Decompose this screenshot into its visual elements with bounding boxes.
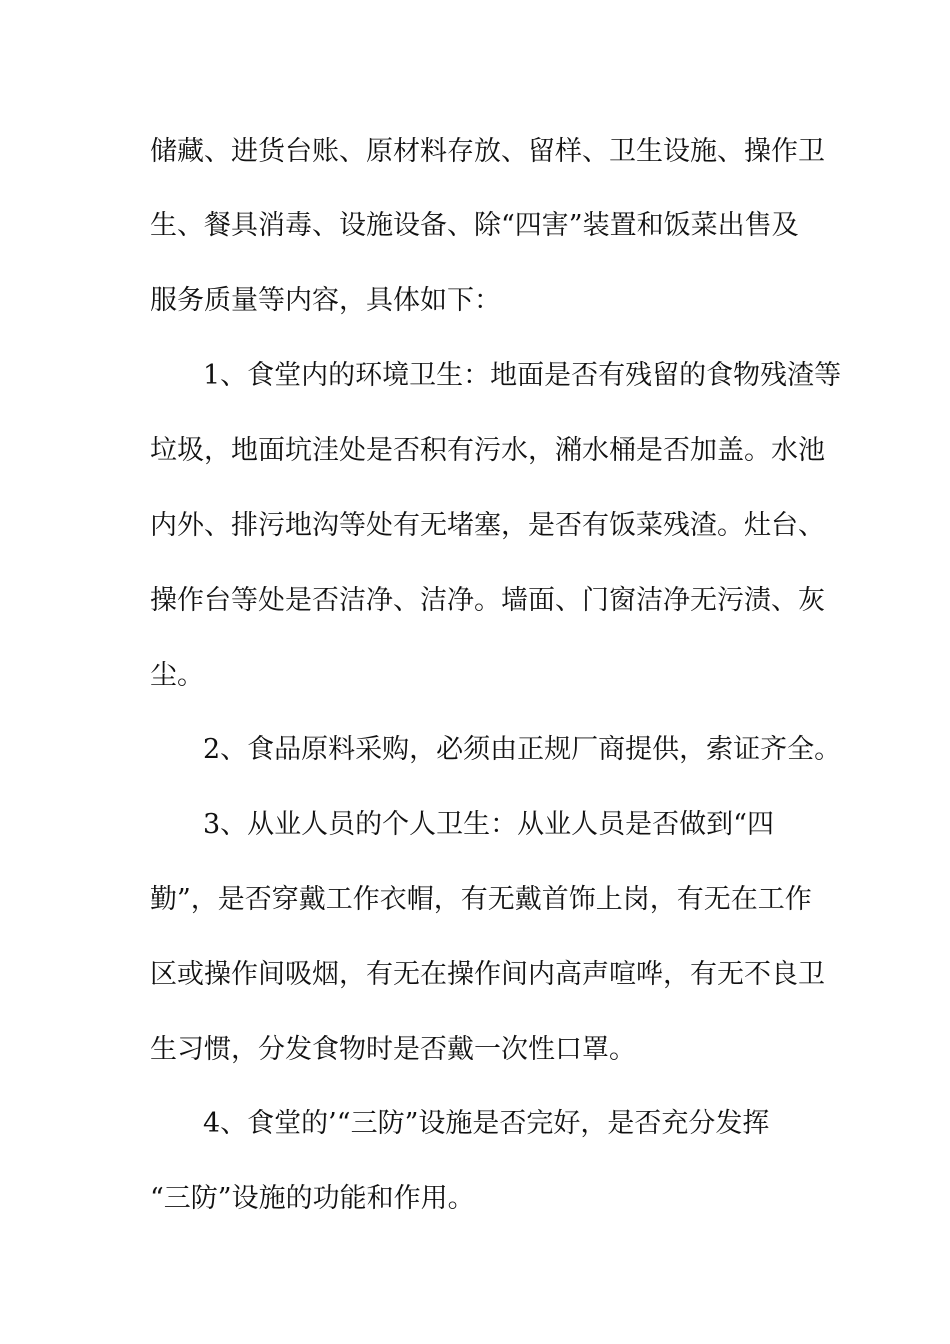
text-line: “三防”设施的功能和作用。 xyxy=(150,1183,475,1214)
text-line: 储藏、进货台账、原材料存放、留样、卫生设施、操作卫 xyxy=(150,136,825,167)
text-line: 2、食品原料采购，必须由正规厂商提供，索证齐全。 xyxy=(203,734,842,765)
text-line: 尘。 xyxy=(150,660,204,691)
text-line: 4、食堂的’“三防”设施是否完好，是否充分发挥 xyxy=(203,1108,770,1139)
text-line: 垃圾，地面坑洼处是否积有污水，潲水桶是否加盖。水池 xyxy=(150,435,825,466)
text-line: 内外、排污地沟等处有无堵塞，是否有饭菜残渣。灶台、 xyxy=(150,510,825,541)
text-line: 生习惯，分发食物时是否戴一次性口罩。 xyxy=(150,1034,636,1065)
text-line: 区或操作间吸烟，有无在操作间内高声喧哗，有无不良卫 xyxy=(150,959,825,990)
text-line: 生、餐具消毒、设施设备、除“四害”装置和饭菜出售及 xyxy=(150,210,799,241)
text-line: 3、从业人员的个人卫生：从业人员是否做到“四 xyxy=(203,809,774,840)
text-line: 操作台等处是否洁净、洁净。墙面、门窗洁净无污渍、灰 xyxy=(150,585,825,616)
text-line: 服务质量等内容，具体如下： xyxy=(150,285,501,316)
text-line: 勤”，是否穿戴工作衣帽，有无戴首饰上岗，有无在工作 xyxy=(150,884,812,915)
text-line: 1、食堂内的环境卫生：地面是否有残留的食物残渣等 xyxy=(203,360,842,391)
